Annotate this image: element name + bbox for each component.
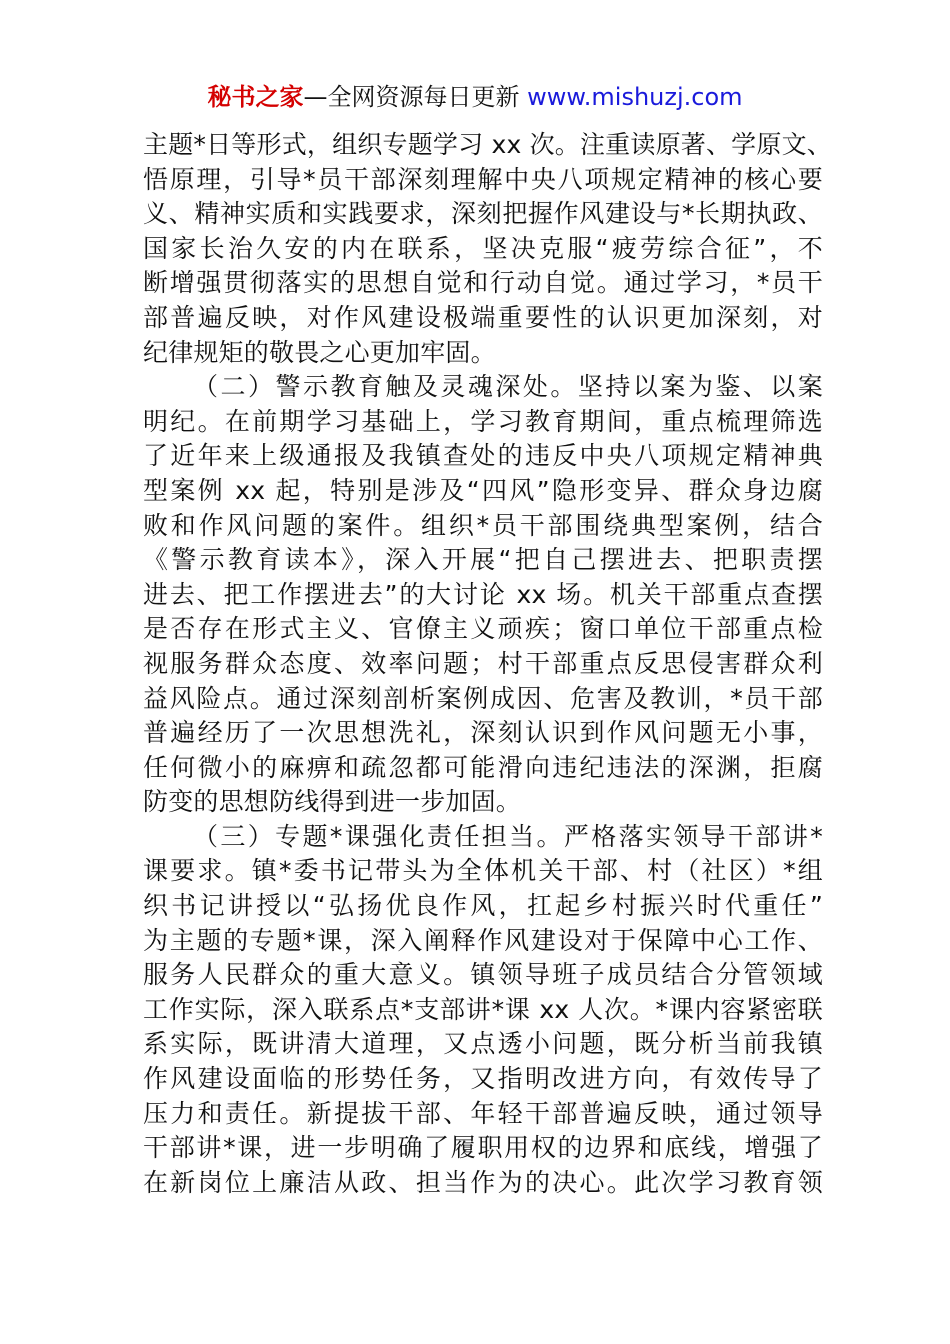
text-line: 作风建设面临的形势任务，又指明改进方向，有效传导了 xyxy=(143,1064,823,1094)
section-heading-line: （二）警示教育触及灵魂深处。坚持以案为鉴、以案 xyxy=(193,372,823,402)
text-line: 《警示教育读本》，深入开展“把自己摆进去、把职责摆 xyxy=(143,545,823,575)
text-line: 了近年来上级通报及我镇查处的违反中央八项规定精神典 xyxy=(143,441,823,471)
text-line: 悟原理，引导*员干部深刻理解中央八项规定精神的核心要 xyxy=(143,164,823,194)
text-line: 断增强贯彻落实的思想自觉和行动自觉。通过学习，*员干 xyxy=(143,268,823,298)
text-line: 进去、把工作摆进去”的大讨论 xx 场。机关干部重点查摆 xyxy=(143,579,823,609)
text-line: 干部讲*课，进一步明确了履职用权的边界和底线，增强了 xyxy=(143,1133,823,1163)
text-line: 部普遍反映，对作风建设极端重要性的认识更加深刻，对 xyxy=(143,302,823,332)
text-line: 明纪。在前期学习基础上，学习教育期间，重点梳理筛选 xyxy=(143,406,823,436)
text-line: 任何微小的麻痹和疏忽都可能滑向违纪违法的深渊，拒腐 xyxy=(143,752,823,782)
text-line: 普遍经历了一次思想洗礼，深刻认识到作风问题无小事， xyxy=(143,718,823,748)
document-body xyxy=(143,128,832,1200)
text-line: 义、精神实质和实践要求，深刻把握作风建设与*长期执政、 xyxy=(143,199,823,229)
section-heading-line: （三）专题*课强化责任担当。严格落实领导干部讲* xyxy=(193,821,823,851)
text-line: 型案例 xx 起，特别是涉及“四风”隐形变异、群众身边腐 xyxy=(143,475,823,505)
text-line: 织书记讲授以“弘扬优良作风，扛起乡村振兴时代重任” xyxy=(143,891,823,921)
text-line: 工作实际，深入联系点*支部讲*课 xx 人次。*课内容紧密联 xyxy=(143,994,823,1024)
site-url-link[interactable]: www.mishuzj.com xyxy=(527,83,743,111)
site-tagline: —全网资源每日更新 xyxy=(303,83,528,111)
text-line: 压力和责任。新提拔干部、年轻干部普遍反映，通过领导 xyxy=(143,1098,823,1128)
site-header xyxy=(0,80,950,114)
text-line: 益风险点。通过深刻剖析案例成因、危害及教训，*员干部 xyxy=(143,683,823,713)
text-line: 在新岗位上廉洁从政、担当作为的决心。此次学习教育领 xyxy=(143,1167,823,1197)
text-line: 课要求。镇*委书记带头为全体机关干部、村（社区）*组 xyxy=(143,856,823,886)
text-line: 视服务群众态度、效率问题；村干部重点反思侵害群众利 xyxy=(143,648,823,678)
text-line: 系实际，既讲清大道理，又点透小问题，既分析当前我镇 xyxy=(143,1029,823,1059)
text-line: 服务人民群众的重大意义。镇领导班子成员结合分管领域 xyxy=(143,960,823,990)
text-line: 为主题的专题*课，深入阐释作风建设对于保障中心工作、 xyxy=(143,925,823,955)
text-line: 败和作风问题的案件。组织*员干部围绕典型案例，结合 xyxy=(143,510,823,540)
text-line: 防变的思想防线得到进一步加固。 xyxy=(143,787,522,817)
text-line: 主题*日等形式，组织专题学习 xx 次。注重读原著、学原文、 xyxy=(143,130,832,159)
text-line: 是否存在形式主义、官僚主义顽疾；窗口单位干部重点检 xyxy=(143,614,823,644)
text-line: 纪律规矩的敬畏之心更加牢固。 xyxy=(143,337,496,367)
site-brand: 秘书之家 xyxy=(207,83,304,111)
text-line: 国家长治久安的内在联系，坚决克服“疲劳综合征”，不 xyxy=(143,233,823,263)
